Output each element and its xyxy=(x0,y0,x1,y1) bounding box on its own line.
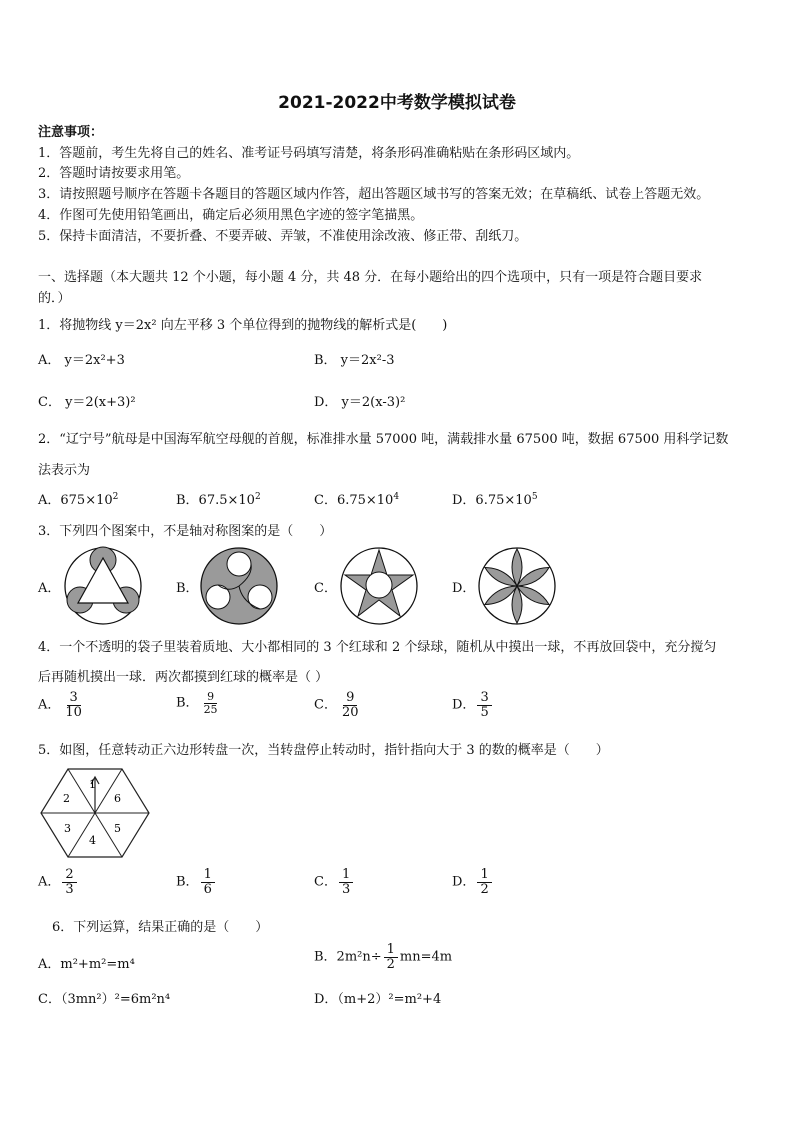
notice-item: 5．保持卡面清洁，不要折叠、不要弄破、弄皱，不准使用涂改液、修正带、刮纸刀。 xyxy=(38,229,528,244)
q3-figure-a xyxy=(62,545,144,627)
section-heading-line2: 的．） xyxy=(38,291,71,306)
q3-figure-d xyxy=(476,545,558,627)
q3-label-b: B． xyxy=(176,581,199,596)
notice-item: 3．请按照题号顺序在答题卡各题目的答题区域内作答，超出答题区域书写的答案无效；在草稿纸、试卷上答题无效。 xyxy=(38,187,710,202)
q3-figure-b xyxy=(198,545,280,627)
q5-option-b: B． $\frac{1}{6}$ xyxy=(176,868,217,896)
notice-heading: 注意事项： xyxy=(38,125,104,140)
q3-stem: 3．下列四个图案中，不是轴对称图案的是（ ） xyxy=(38,524,333,539)
section-heading-line1: 一、选择题（本大题共 12 个小题，每小题 4 分，共 48 分．在每小题给出的四个选项中，只有一项是符合题目要求 xyxy=(38,270,703,285)
q1-stem: 1．将抛物线 y＝2x² 向左平移 3 个单位得到的抛物线的解析式是( ) xyxy=(38,318,448,333)
q5-stem: 5．如图，任意转动正六边形转盘一次，当转盘停止转动时，指针指向大于 3 的数的概率是（ ） xyxy=(38,743,609,758)
q4-option-b: B． $\frac{9}{25}$ xyxy=(176,690,218,716)
q4-option-a: A． $\frac{3}{10}$ xyxy=(38,690,82,720)
sector-label: 4 xyxy=(89,834,96,847)
q4-option-d: D． $\frac{3}{5}$ xyxy=(452,691,494,719)
notice-item: 1．答题前，考生先将自己的姓名、准考证号码填写清楚，将条形码准确粘贴在条形码区域内。 xyxy=(38,146,580,161)
q4-option-c: C． $\frac{9}{20}$ xyxy=(314,690,359,720)
sector-label: 6 xyxy=(114,792,121,805)
q5-hexagon-spinner xyxy=(38,764,152,862)
page-title: 2021-2022中考数学模拟试卷 xyxy=(278,93,516,113)
q1-option-a: A． y＝2x²+3 xyxy=(38,353,125,368)
notice-item: 4．作图可先使用铅笔画出，确定后必须用黑色字迹的签字笔描黑。 xyxy=(38,208,424,223)
q5-option-a: A． $\frac{2}{3}$ xyxy=(38,868,79,896)
q2-option-a: A．$675\times 10^2$ xyxy=(38,492,119,508)
q1-option-d: D． y＝2(x-3)² xyxy=(314,395,406,410)
q2-option-b: B．$67.5\times 10^2$ xyxy=(176,492,261,508)
sector-label: 5 xyxy=(114,822,121,835)
q4-stem-line2: 后再随机摸出一球．两次都摸到红球的概率是（ ） xyxy=(38,670,329,685)
q1-option-c: C． y＝2(x+3)² xyxy=(38,395,136,410)
q3-label-c: C． xyxy=(314,581,337,596)
sector-label: 3 xyxy=(64,822,71,835)
q5-option-d: D． $\frac{1}{2}$ xyxy=(452,868,494,896)
notice-item: 2．答题时请按要求用笔。 xyxy=(38,166,190,181)
q1-option-b: B． y＝2x²-3 xyxy=(314,353,395,368)
q3-figure-c xyxy=(338,545,420,627)
sector-label: 2 xyxy=(63,792,70,805)
q2-stem-line1: 2．“辽宁号”航母是中国海军航空母舰的首舰，标准排水量 57000 吨，满载排水量 67500 吨，数据 67500 用科学记数 xyxy=(38,432,729,447)
sector-label: 1 xyxy=(89,778,96,791)
q2-stem-line2: 法表示为 xyxy=(38,463,91,478)
q3-label-a: A． xyxy=(38,581,61,596)
q6-option-b: B．2m²n÷ $\frac{1}{2}$ mn=4m xyxy=(314,942,453,972)
q3-label-d: D． xyxy=(452,581,476,596)
q6-option-c: C．（3mn²）²=6m²n⁴ xyxy=(38,992,171,1007)
q6-option-d: D．（m+2）²=m²+4 xyxy=(314,992,442,1007)
q4-stem-line1: 4．一个不透明的袋子里装着质地、大小都相同的 3 个红球和 2 个绿球，随机从中摸出一球，不再放回袋中，充分搅匀 xyxy=(38,640,717,655)
q2-option-c: C．$6.75\times 10^4$ xyxy=(314,492,400,508)
q6-stem: 6．下列运算，结果正确的是（ ） xyxy=(52,920,269,935)
q6-option-a: A．m²+m²=m⁴ xyxy=(38,957,135,972)
q2-option-d: D．$6.75\times 10^5$ xyxy=(452,492,538,508)
q5-option-c: C． $\frac{1}{3}$ xyxy=(314,868,355,896)
